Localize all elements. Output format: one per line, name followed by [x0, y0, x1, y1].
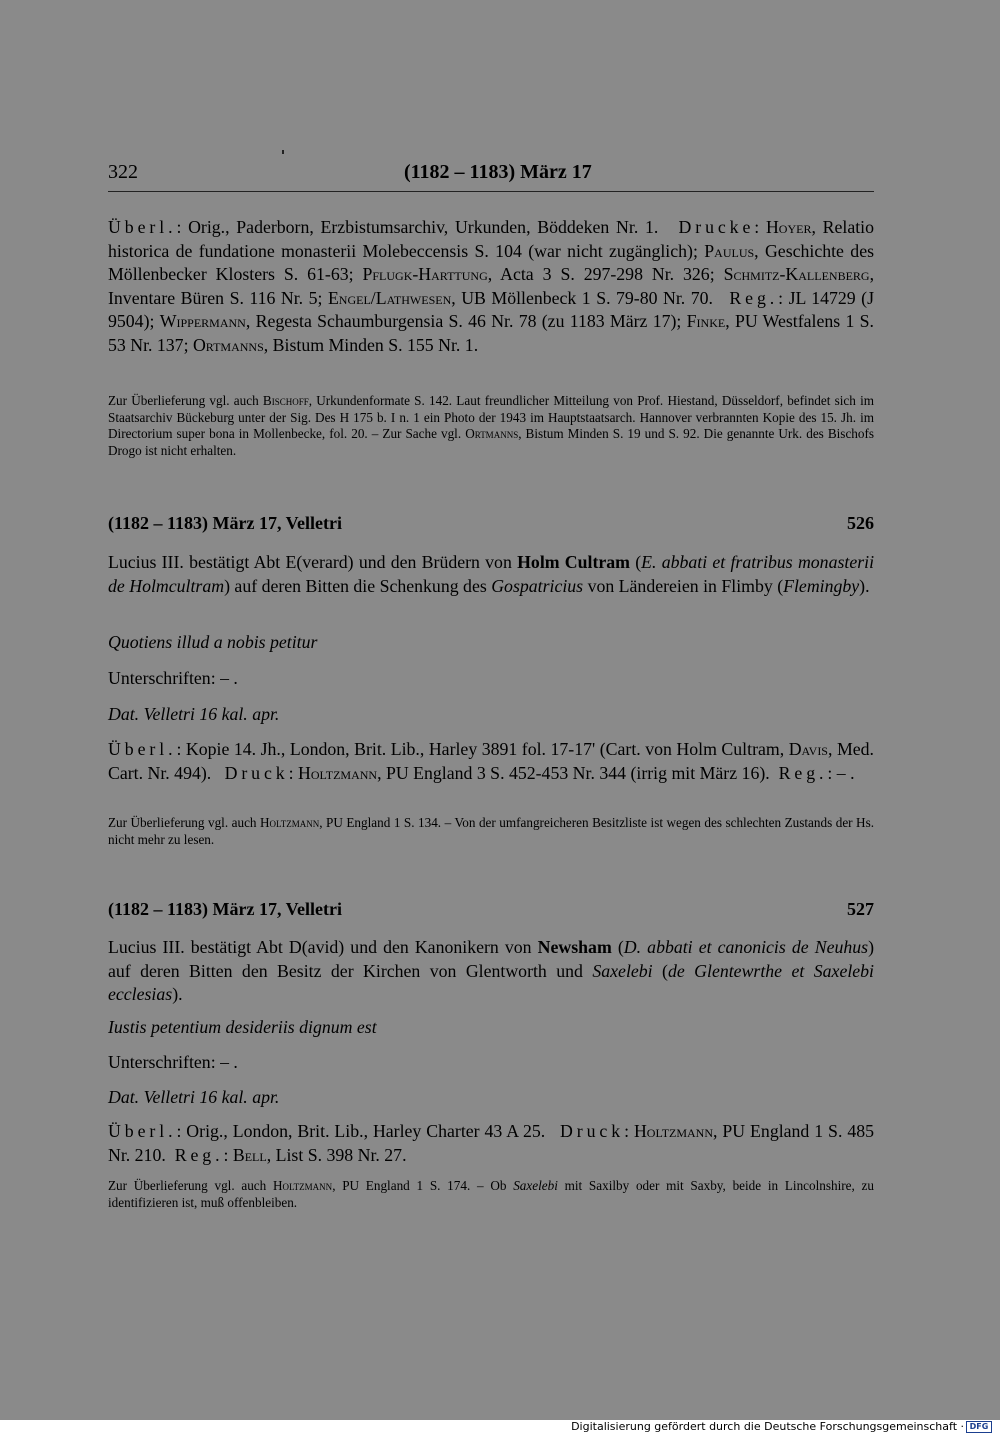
entry-526-heading: [108, 513, 874, 537]
entry-526-incipit: Quotiens illud a nobis petitur: [108, 632, 318, 652]
ueberl-label: Überl.: [108, 217, 177, 237]
funding-notice: Digitalisierung gefördert durch die Deutsche Forschungsgemeinschaft ·: [571, 1420, 964, 1433]
entry-date-place: (1182 – 1183) März 17, Velletri: [108, 899, 342, 919]
entry-number: 526: [847, 513, 874, 533]
entry-number: 527: [847, 899, 874, 919]
entry-527-tradition: Überl.: Orig., London, Brit. Lib., Harley Charter 43 A 25. Druck: Holtzmann, PU England 1 S. 485 Nr. 210. Reg.: Bell, List S. 398 Nr. 27.: [108, 1121, 874, 1165]
page-header: [108, 161, 874, 183]
entry-526-tradition: Überl.: Kopie 14. Jh., London, Brit. Lib., Harley 3891 fol. 17-17' (Cart. von Holm Cultram, Davis, Med. Cart. Nr. 494). Druck: Holtzmann, PU England 3 S. 452-453 Nr. 344 (irrig mit März 16). Reg.: – .: [108, 739, 874, 783]
entry-527-heading: [108, 899, 874, 923]
prev-entry-tradition: [108, 216, 874, 357]
dfg-logo-icon: DFG: [966, 1421, 992, 1433]
header-rule: [108, 191, 874, 192]
entry-527-note: Zur Überlieferung vgl. auch Holtzmann, PU England 1 S. 174. – Ob Saxelebi mit Saxilby oder mit Saxby, beide in Lincolnshire, zu identifizieren ist, muß offenbleiben.: [108, 1178, 874, 1210]
prev-entry-note-text: Zur Überlieferung vgl. auch Bischoff, Urkundenformate S. 142. Laut freundlicher Mitteilung von Prof. Hiestand, Düsseldorf, befindet sich im Staatsarchiv Bückeburg unter der Sig. Des H 175 b. I n. 1 ein Photo der 1943 im Hauptstaatsarch. Hannover verbrannten Kopie des 15. Jh. im Directorium super bona in Mollenbecke, fol. 20. – Zur Sache vgl. Ortmanns, Bistum Minden S. 19 und S. 92. Die genannte Urk. des Bischofs Drogo ist nicht erhalten.: [108, 393, 875, 458]
place-name: Newsham: [537, 937, 612, 957]
entry-527-regest: Lucius III. bestätigt Abt D(avid) und den Kanonikern von Newsham (D. abbati et canonicis de Neuhus) auf deren Bitten den Besitz der Kirchen von Glentworth und Saxelebi (de Glentewrthe et Saxelebi ecclesias).: [108, 937, 875, 1004]
entry-526-dating: Dat. Velletri 16 kal. apr.: [108, 704, 280, 724]
prev-entry-note: [108, 393, 874, 459]
running-head: (1182 – 1183) März 17: [404, 161, 592, 183]
prev-entry-ueberl: Überl.: Orig., Paderborn, Erzbistumsarchiv, Urkunden, Böddeken Nr. 1. Drucke: Hoyer, Relatio historica de fundatione monasterii Molebeccensis S. 104 (war nicht zugänglich); Paulus, Geschichte des Möllenbecker Klosters S. 61-63; Pflugk-Harttung, Acta 3 S. 297-298 Nr. 326; Schmitz-Kallenberg, Inventare Büren S. 116 Nr. 5; Engel/Lathwesen, UB Möllenbeck 1 S. 79-80 Nr. 70. Reg.: JL 14729 (J 9504); Wippermann, Regesta Schaumburgensia S. 46 Nr. 78 (zu 1183 März 17); Finke, PU Westfalens 1 S. 53 Nr. 137; Ortmanns, Bistum Minden S. 155 Nr. 1.: [108, 217, 875, 355]
entry-527-subscriptions: Unterschriften: – .: [108, 1052, 238, 1072]
reg-label: Reg.: [729, 287, 779, 308]
entry-date-place: (1182 – 1183) März 17, Velletri: [108, 513, 342, 533]
page-number: 322: [108, 161, 138, 183]
entry-527-incipit: Iustis petentium desideriis dignum est: [108, 1017, 377, 1037]
entry-527-dating: Dat. Velletri 16 kal. apr.: [108, 1087, 280, 1107]
footer-bar: [0, 1420, 1000, 1434]
entry-526-note: Zur Überlieferung vgl. auch Holtzmann, PU England 1 S. 134. – Von der umfangreicheren Besitzliste ist wegen des schlechten Zustands der Hs. nicht mehr zu lesen.: [108, 815, 875, 847]
place-name: Holm Cultram: [517, 552, 630, 572]
entry-526-subscriptions: Unterschriften: – .: [108, 668, 238, 688]
entry-526-regest: Lucius III. bestätigt Abt E(verard) und den Brüdern von Holm Cultram (E. abbati et fratribus monasterii de Holmcultram) auf deren Bitten die Schenkung des Gospatricius von Ländereien in Flimby (Flemingby).: [108, 552, 875, 596]
drucke-label: Drucke: [678, 217, 755, 237]
margin-mark: [282, 150, 284, 154]
